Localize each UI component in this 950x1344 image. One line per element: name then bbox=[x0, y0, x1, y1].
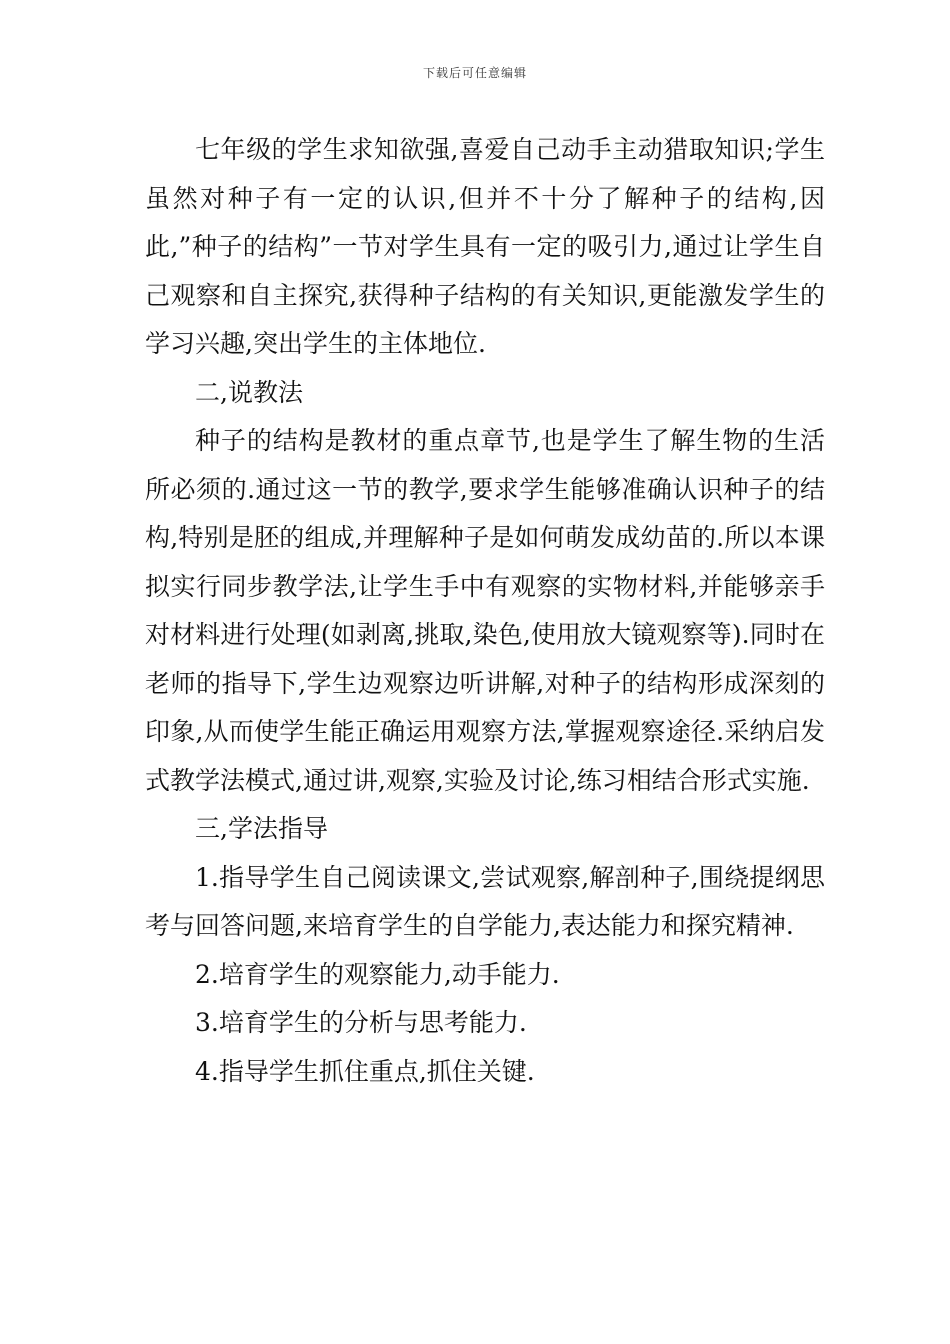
list-item-guidance-4: 4.指导学生抓住重点,抓住关键. bbox=[195, 1056, 535, 1086]
section-heading-study-guidance: 三,学法指导 bbox=[195, 814, 328, 843]
document-body bbox=[145, 126, 825, 1096]
page-header-note: 下载后可任意编辑 bbox=[422, 66, 527, 80]
list-item-guidance-3: 3.培育学生的分析与思考能力. bbox=[195, 1008, 527, 1037]
section-heading-teaching-method: 二,说教法 bbox=[195, 377, 303, 407]
list-item-guidance-2: 2.培育学生的观察能力,动手能力. bbox=[195, 959, 560, 989]
paragraph-student-analysis: 七年级的学生求知欲强,喜爱自己动手主动猎取知识;学生虽然对种子有一定的认识,但并不十分了解种子的结构,因此,”种子的结构”一节对学生具有一定的吸引力,通过让学生自己观察和自主探究,获得种子结构的有关知识,更能激发学生的学习兴趣,突出学生的主体地位. bbox=[145, 135, 825, 358]
paragraph-teaching-method: 种子的结构是教材的重点章节,也是学生了解生物的生活所必须的.通过这一节的教学,要求学生能够准确认识种子的结构,特别是胚的组成,并理解种子是如何萌发成幼苗的.所以本课拟实行同步教学法,让学生手中有观察的实物材料,并能够亲手对材料进行处理(如剥离,挑取,染色,使用放大镜观察等).同时在老师的指导下,学生边观察边听讲解,对种子的结构形成深刻的印象,从而使学生能正确运用观察方法,掌握观察途径.采纳启发式教学法模式,通过讲,观察,实验及讨论,练习相结合形式实施. bbox=[145, 426, 825, 795]
list-item-guidance-1: 1.指导学生自己阅读课文,尝试观察,解剖种子,围绕提纲思考与回答问题,来培育学生的自学能力,表达能力和探究精神. bbox=[145, 862, 825, 940]
